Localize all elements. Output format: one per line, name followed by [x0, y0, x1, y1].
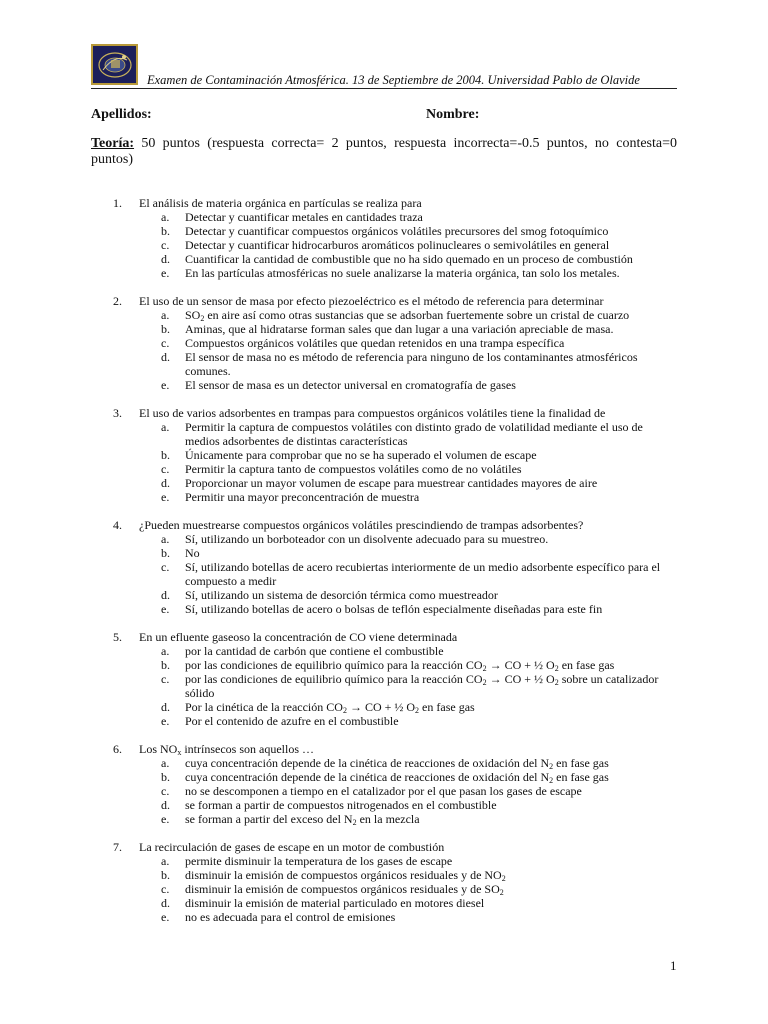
question-number: 1.	[113, 196, 122, 210]
answer-option	[161, 868, 677, 883]
theory-instructions	[91, 136, 677, 168]
option-letter: a.	[161, 420, 170, 434]
option-text: Por la cinética de la reacción $CO_2$ → CO + ½ $O_2$ en fase gas	[185, 700, 475, 715]
option-letter: b.	[161, 224, 170, 238]
option-letter: c.	[161, 560, 170, 574]
option-letter: e.	[161, 490, 170, 504]
answer-option	[161, 224, 677, 238]
question-text: En un efluente gaseoso la concentración de CO viene determinada	[139, 630, 458, 644]
option-letter: b.	[161, 868, 170, 882]
option-text: disminuir la emisión de material particulado en motores diesel	[185, 896, 485, 910]
answer-options	[91, 756, 677, 826]
question-text: Los $NO_x$ intrínsecos son aquellos …	[139, 742, 314, 757]
question-7	[91, 840, 677, 924]
answer-options	[91, 308, 677, 392]
question-number: 4.	[113, 518, 122, 532]
option-text: En las partículas atmosféricas no suele analizarse la materia orgánica, tan solo los metales.	[185, 266, 620, 280]
answer-option	[161, 462, 677, 476]
answer-options	[91, 210, 677, 280]
option-letter: b.	[161, 322, 170, 336]
option-text: Sí, utilizando un sistema de desorción térmica como muestreador	[185, 588, 498, 602]
option-letter: e.	[161, 910, 170, 924]
option-text: por las condiciones de equilibrio químico para la reacción $CO_2$ → CO + ½ $O_2$ en fase gas	[185, 658, 615, 673]
option-letter: e.	[161, 378, 170, 392]
option-text: Proporcionar un mayor volumen de escape para muestrear cantidades mayores de aire	[185, 476, 598, 490]
option-text: $SO_2$ en aire así como otras sustancias que se adsorban fuertemente sobre un cristal de cuarzo	[185, 308, 630, 323]
option-text: Únicamente para comprobar que no se ha superado el volumen de escape	[185, 448, 537, 462]
option-letter: b.	[161, 546, 170, 560]
option-text: Cuantificar la cantidad de combustible que no ha sido quemado en un proceso de combustión	[185, 252, 633, 266]
option-letter: c.	[161, 882, 170, 896]
option-letter: e.	[161, 602, 170, 616]
answer-option	[161, 658, 677, 673]
answer-option	[161, 896, 677, 910]
question-5	[91, 630, 677, 728]
answer-option	[161, 672, 677, 700]
option-letter: d.	[161, 350, 170, 364]
question-number: 7.	[113, 840, 122, 854]
question-2	[91, 294, 677, 392]
option-text: El sensor de masa no es método de referencia para ninguno de los contaminantes atmosféricos comunes.	[185, 350, 638, 378]
answer-option	[161, 476, 677, 490]
answer-option	[161, 238, 677, 252]
question-text: La recirculación de gases de escape en un motor de combustión	[139, 840, 445, 854]
question-text: ¿Pueden muestrearse compuestos orgánicos volátiles prescindiendo de trampas adsorbentes?	[139, 518, 584, 532]
option-text: El sensor de masa es un detector universal en cromatografía de gases	[185, 378, 516, 392]
question-number: 2.	[113, 294, 122, 308]
university-emblem-icon	[93, 46, 136, 83]
answer-option	[161, 490, 677, 504]
answer-option	[161, 350, 677, 378]
option-letter: c.	[161, 336, 170, 350]
option-letter: d.	[161, 896, 170, 910]
option-text: no es adecuada para el control de emisiones	[185, 910, 396, 924]
answer-option	[161, 210, 677, 224]
surname-field-label: Apellidos:	[91, 107, 152, 122]
option-text: Permitir la captura tanto de compuestos volátiles como de no volátiles	[185, 462, 522, 476]
option-text: No	[185, 546, 200, 560]
option-letter: d.	[161, 588, 170, 602]
option-text: Aminas, que al hidratarse forman sales que dan lugar a una variación apreciable de masa.	[185, 322, 614, 336]
option-text: disminuir la emisión de compuestos orgánicos residuales y de $SO_2$	[185, 882, 504, 897]
university-logo	[91, 44, 138, 85]
answer-option	[161, 308, 677, 323]
option-text: Detectar y cuantificar compuestos orgánicos volátiles precursores del smog fotoquímico	[185, 224, 609, 238]
option-letter: b.	[161, 448, 170, 462]
answer-option	[161, 420, 677, 448]
option-text: Sí, utilizando botellas de acero recubiertas interiormente de un medio adsorbente específico para el compuesto a medir	[185, 560, 661, 588]
answer-option	[161, 854, 677, 868]
answer-option	[161, 336, 677, 350]
question-1	[91, 196, 677, 280]
page-number: 1	[670, 958, 677, 973]
answer-option	[161, 252, 677, 266]
option-letter: e.	[161, 812, 170, 826]
answer-option	[161, 560, 677, 588]
answer-option	[161, 910, 677, 924]
option-letter: e.	[161, 266, 170, 280]
theory-label: Teoría:	[91, 136, 135, 151]
exam-header-title: Examen de Contaminación Atmosférica. 13 de Septiembre de 2004. Universidad Pablo de Olavide	[147, 73, 640, 87]
answer-option	[161, 546, 677, 560]
question-list	[91, 196, 677, 938]
option-letter: e.	[161, 714, 170, 728]
answer-option	[161, 700, 677, 715]
answer-option	[161, 532, 677, 546]
option-text: Compuestos orgánicos volátiles que quedan retenidos en una trampa específica	[185, 336, 565, 350]
option-text: permite disminuir la temperatura de los gases de escape	[185, 854, 453, 868]
option-letter: d.	[161, 700, 170, 714]
option-letter: a.	[161, 644, 170, 658]
answer-option	[161, 756, 677, 771]
name-field-label: Nombre:	[426, 107, 480, 122]
option-letter: a.	[161, 210, 170, 224]
option-text: Detectar y cuantificar hidrocarburos aromáticos polinucleares o semivolátiles en general	[185, 238, 610, 252]
option-letter: b.	[161, 658, 170, 672]
option-text: Sí, utilizando un borboteador con un disolvente adecuado para su muestreo.	[185, 532, 549, 546]
option-text: se forman a partir del exceso del $N_2$ en la mezcla	[185, 812, 420, 827]
answer-option	[161, 588, 677, 602]
answer-option	[161, 602, 677, 616]
option-letter: c.	[161, 462, 170, 476]
option-text: por la cantidad de carbón que contiene el combustible	[185, 644, 444, 658]
option-letter: d.	[161, 252, 170, 266]
answer-option	[161, 882, 677, 897]
answer-options	[91, 854, 677, 924]
answer-option	[161, 770, 677, 785]
option-letter: d.	[161, 476, 170, 490]
answer-options	[91, 644, 677, 728]
option-text: Por el contenido de azufre en el combustible	[185, 714, 399, 728]
question-3	[91, 406, 677, 504]
option-text: disminuir la emisión de compuestos orgánicos residuales y de $NO_2$	[185, 868, 506, 883]
option-letter: d.	[161, 798, 170, 812]
answer-option	[161, 266, 677, 280]
option-text: Permitir una mayor preconcentración de muestra	[185, 490, 420, 504]
header-divider	[91, 88, 677, 89]
option-letter: a.	[161, 854, 170, 868]
option-text: por las condiciones de equilibrio químico para la reacción $CO_2$ → CO + ½ $O_2$ sobre un catalizador sólido	[185, 672, 659, 700]
question-text: El uso de varios adsorbentes en trampas para compuestos orgánicos volátiles tiene la finalidad de	[139, 406, 606, 420]
question-number: 6.	[113, 742, 122, 756]
answer-option	[161, 812, 677, 827]
answer-options	[91, 532, 677, 616]
option-letter: a.	[161, 308, 170, 322]
option-text: Permitir la captura de compuestos volátiles con distinto grado de volatilidad mediante el uso de medios adsorbentes de distintas características	[185, 420, 643, 448]
option-letter: b.	[161, 770, 170, 784]
answer-option	[161, 448, 677, 462]
question-4	[91, 518, 677, 616]
option-text: cuya concentración depende de la cinética de reacciones de oxidación del $N_2$ en fase gas	[185, 770, 609, 785]
question-number: 3.	[113, 406, 122, 420]
answer-option	[161, 322, 677, 336]
answer-option	[161, 644, 677, 658]
option-text: cuya concentración depende de la cinética de reacciones de oxidación del $N_2$ en fase gas	[185, 756, 609, 771]
answer-option	[161, 714, 677, 728]
option-letter: c.	[161, 672, 170, 686]
option-letter: c.	[161, 238, 170, 252]
option-text: no se descomponen a tiempo en el catalizador por el que pasan los gases de escape	[185, 784, 582, 798]
question-number: 5.	[113, 630, 122, 644]
option-text: Sí, utilizando botellas de acero o bolsas de teflón especialmente diseñadas para este fin	[185, 602, 603, 616]
answer-option	[161, 784, 677, 798]
option-letter: a.	[161, 756, 170, 770]
option-letter: c.	[161, 784, 170, 798]
answer-option	[161, 378, 677, 392]
option-text: Detectar y cuantificar metales en cantidades traza	[185, 210, 423, 224]
question-6	[91, 742, 677, 826]
answer-option	[161, 798, 677, 812]
question-text: El uso de un sensor de masa por efecto piezoeléctrico es el método de referencia para determinar	[139, 294, 604, 308]
option-letter: a.	[161, 532, 170, 546]
theory-scoring-text: 50 puntos (respuesta correcta= 2 puntos, respuesta incorrecta=-0.5 puntos, no contesta=0 puntos)	[91, 136, 677, 167]
option-text: se forman a partir de compuestos nitrogenados en el combustible	[185, 798, 497, 812]
answer-options	[91, 420, 677, 504]
question-text: El análisis de materia orgánica en partículas se realiza para	[139, 196, 422, 210]
